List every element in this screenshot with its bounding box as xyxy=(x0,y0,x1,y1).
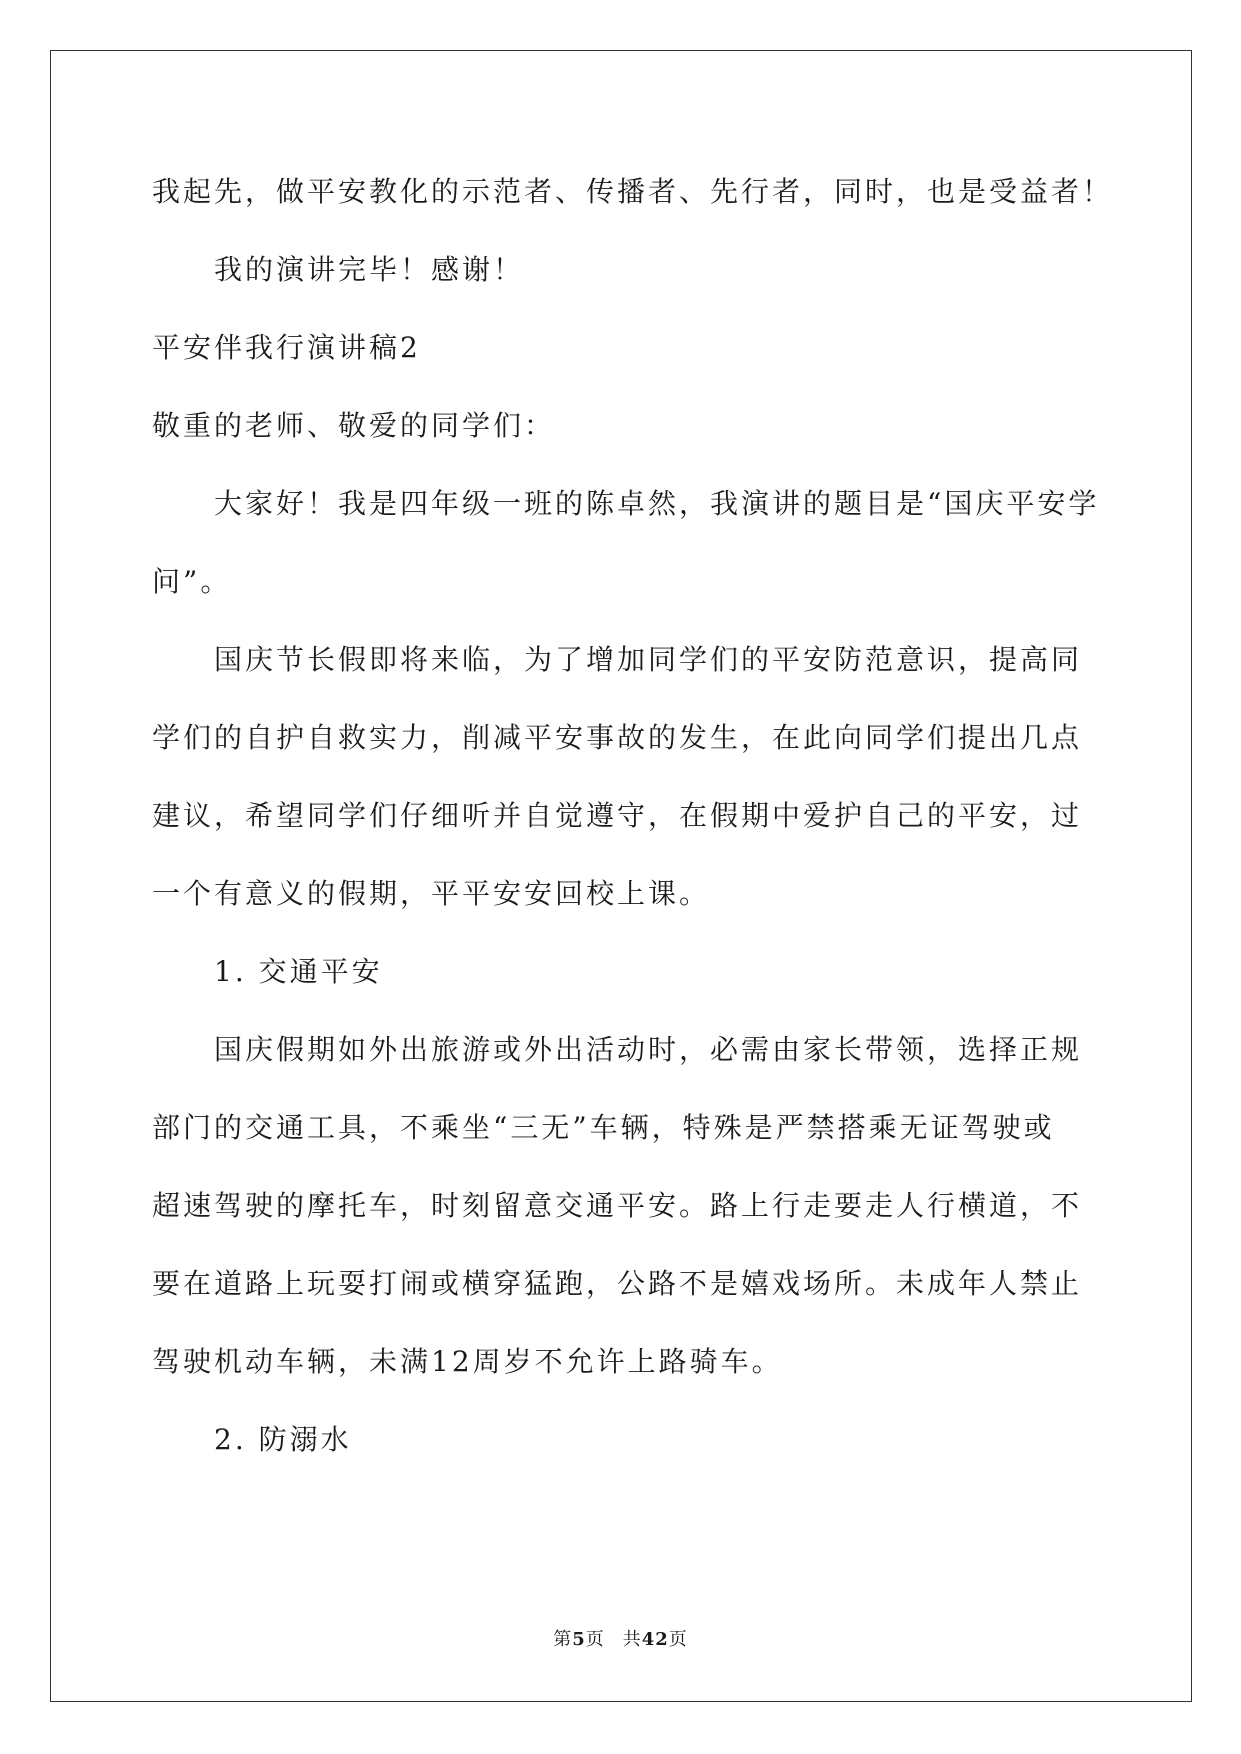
footer-total-suffix: 页 xyxy=(668,1629,688,1650)
paragraph-line-12: 国庆假期如外出旅游或外出活动时，必需由家长带领，选择正规 xyxy=(214,1033,1083,1066)
footer-page-prefix: 第 xyxy=(553,1629,573,1650)
section-heading: 平安伴我行演讲稿2 xyxy=(152,331,421,364)
paragraph-line-13: 部门的交通工具，不乘坐“三无”车辆，特殊是严禁搭乘无证驾驶或 xyxy=(152,1111,1055,1144)
footer-total-prefix: 共 xyxy=(622,1629,642,1650)
paragraph-line-15: 要在道路上玩耍打闹或横穿猛跑，公路不是嬉戏场所。未成年人禁止 xyxy=(152,1267,1083,1300)
subheading-traffic-safety: 1. 交通平安 xyxy=(214,955,383,988)
page-footer xyxy=(0,1628,1241,1652)
paragraph-line-1: 我起先，做平安教化的示范者、传播者、先行者，同时，也是受益者！ xyxy=(152,175,1114,208)
paragraph-line-16: 驾驶机动车辆，未满12周岁不允许上路骑车。 xyxy=(152,1345,783,1378)
paragraph-line-5: 大家好！我是四年级一班的陈卓然，我演讲的题目是“国庆平安学 xyxy=(214,487,1100,520)
footer-page-suffix: 页 xyxy=(585,1629,605,1650)
paragraph-line-10: 一个有意义的假期，平平安安回校上课。 xyxy=(152,877,711,910)
paragraph-line-2: 我的演讲完毕！感谢！ xyxy=(214,253,525,286)
subheading-drowning-prevention: 2. 防溺水 xyxy=(214,1423,352,1456)
paragraph-line-7: 国庆节长假即将来临，为了增加同学们的平安防范意识，提高同 xyxy=(214,643,1083,676)
salutation: 敬重的老师、敬爱的同学们： xyxy=(152,409,556,442)
footer-page-number: 5 xyxy=(572,1629,586,1650)
paragraph-line-6: 问”。 xyxy=(152,565,232,598)
paragraph-line-8: 学们的自护自救实力，削减平安事故的发生，在此向同学们提出几点 xyxy=(152,721,1083,754)
paragraph-line-14: 超速驾驶的摩托车，时刻留意交通平安。路上行走要走人行横道，不 xyxy=(152,1189,1083,1222)
footer-total-pages: 42 xyxy=(641,1629,669,1650)
paragraph-line-9: 建议，希望同学们仔细听并自觉遵守，在假期中爱护自己的平安，过 xyxy=(152,799,1083,832)
